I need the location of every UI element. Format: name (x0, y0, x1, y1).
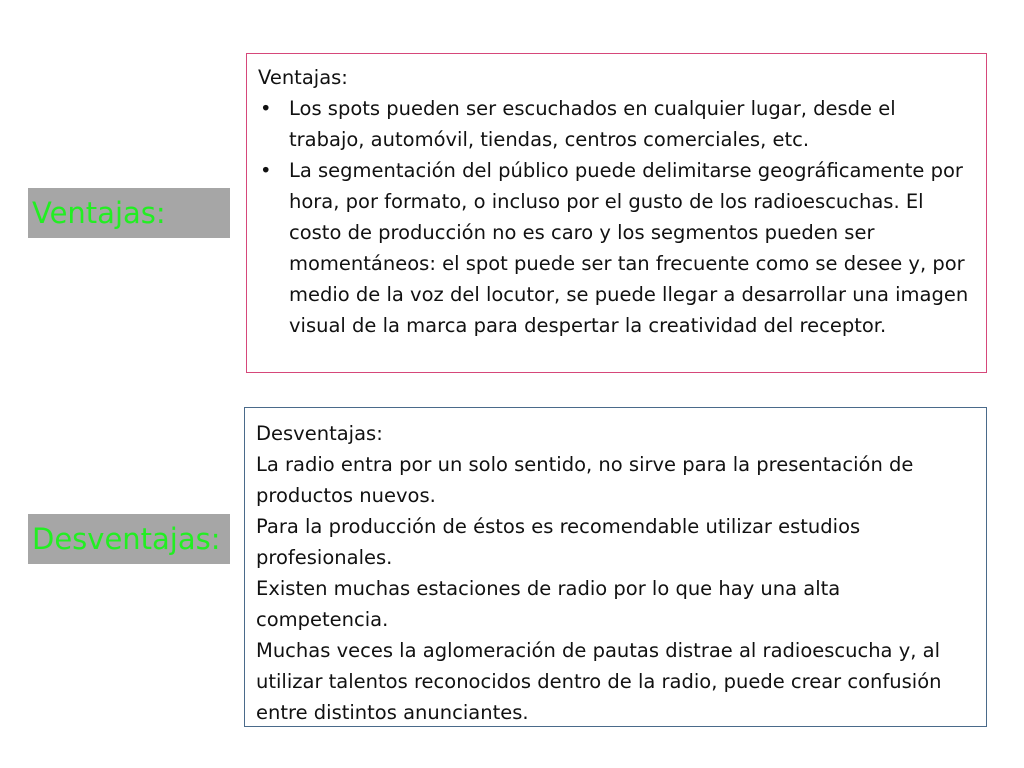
bullet-icon: • (260, 97, 272, 120)
desventajas-text-box (244, 407, 987, 727)
desventajas-paragraph: Muchas veces la aglomeración de pautas distrae al radioescucha y, al utilizar talentos reconocidos dentro de la radio, puede crear confusión entre distintos anunciantes. (256, 639, 942, 724)
ventajas-bullet-list (258, 93, 972, 341)
desventajas-paragraph: Para la producción de éstos es recomendable utilizar estudios profesionales. (256, 515, 861, 569)
ventajas-bullet-item (258, 155, 972, 341)
desventajas-paragraph: La radio entra por un solo sentido, no sirve para la presentación de productos nuevos. (256, 453, 914, 507)
desventajas-box-title: Desventajas: (256, 422, 383, 445)
desventajas-label: Desventajas: (28, 514, 230, 564)
ventajas-text-box (246, 53, 987, 373)
bullet-icon: • (260, 159, 272, 182)
ventajas-box-title: Ventajas: (258, 66, 348, 89)
ventajas-bullet-text: Los spots pueden ser escuchados en cualquier lugar, desde el trabajo, automóvil, tiendas, centros comerciales, etc. (289, 97, 896, 151)
ventajas-bullet-item (258, 93, 972, 155)
ventajas-bullet-text: La segmentación del público puede delimitarse geográficamente por hora, por formato, o incluso por el gusto de los radioescuchas. El costo de producción no es caro y los segmentos pueden ser momentáneos: el spot puede ser tan frecuente como se desee y, por medio de la voz del locutor, se puede llegar a desarrollar una imagen visual de la marca para despertar la creatividad del receptor. (289, 159, 969, 337)
desventajas-paragraph: Existen muchas estaciones de radio por lo que hay una alta competencia. (256, 577, 841, 631)
ventajas-label: Ventajas: (28, 188, 230, 238)
